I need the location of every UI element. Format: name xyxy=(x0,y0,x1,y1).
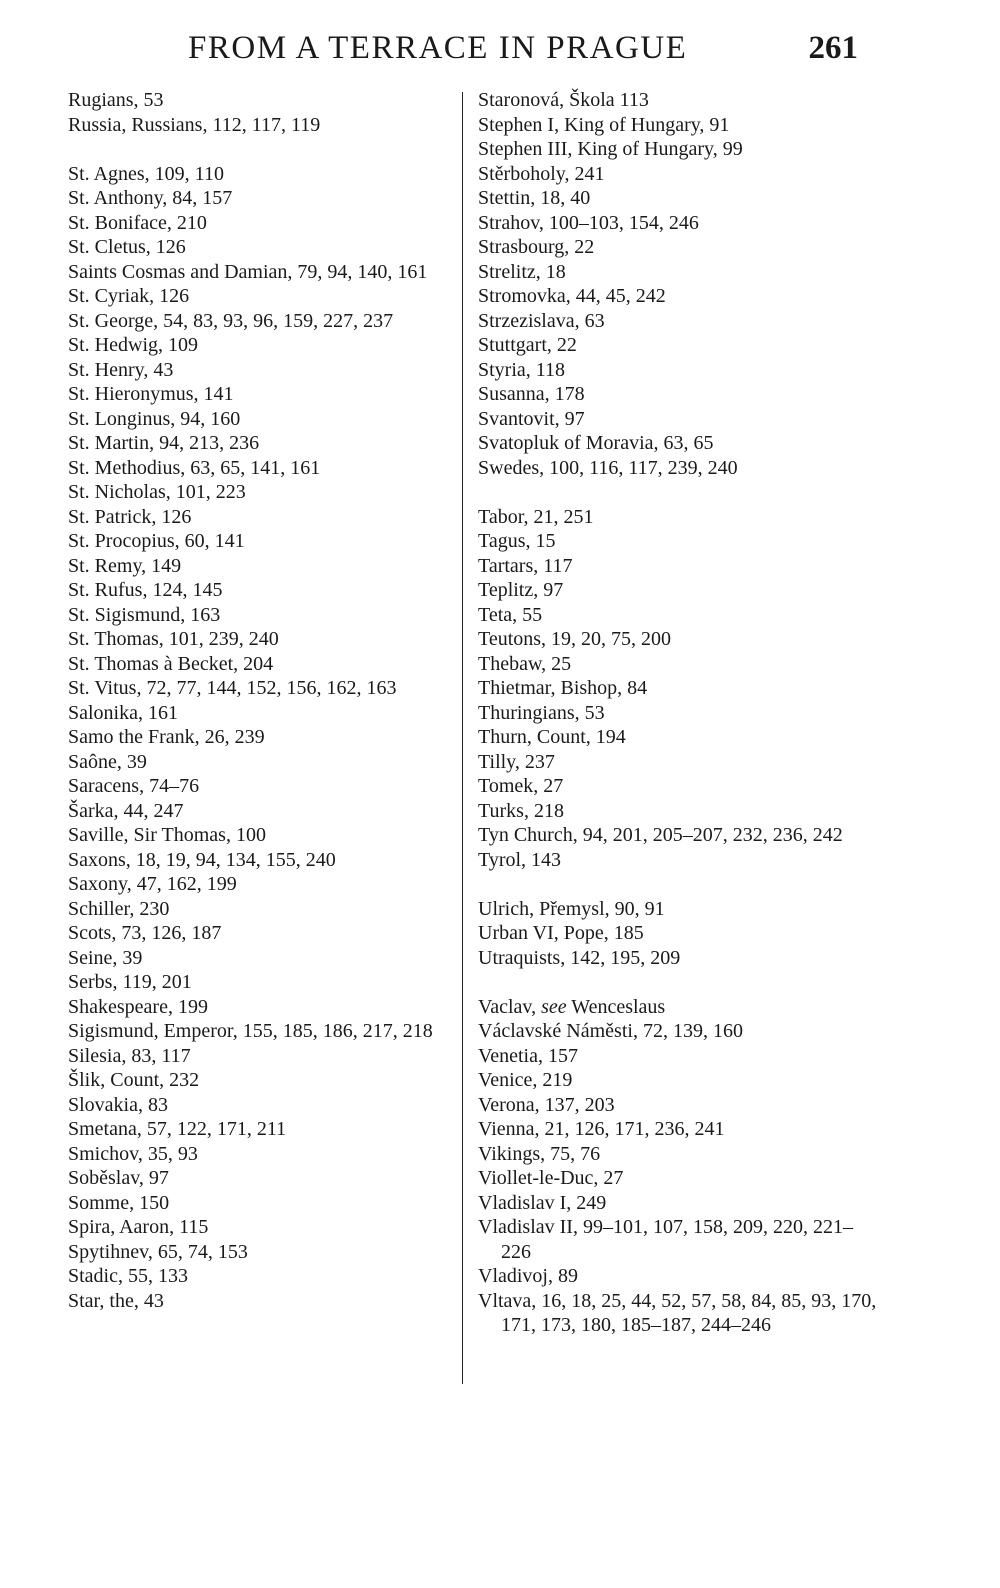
index-entry: St. Boniface, 210 xyxy=(68,211,207,234)
index-entry: Star, the, 43 xyxy=(68,1289,164,1312)
page-number: 261 xyxy=(808,30,858,66)
index-entry: Seine, 39 xyxy=(68,946,143,969)
index-entry: St. Vitus, 72, 77, 144, 152, 156, 162, 163 xyxy=(68,677,397,699)
index-entry: Strzezislava, 63 xyxy=(478,309,605,332)
index-entry: St. Henry, 43 xyxy=(68,358,174,381)
index-entry: Stěrboholy, 241 xyxy=(478,162,605,185)
index-entry: Sigismund, Emperor, 155, 185, 186, 217, 218 xyxy=(68,1020,433,1042)
index-entry: St. Sigismund, 163 xyxy=(68,603,221,626)
index-entry-text: Vaclav, xyxy=(478,995,542,1018)
index-entry: Teta, 55 xyxy=(478,603,543,626)
index-entry: Saracens, 74–76 xyxy=(68,775,200,797)
index-entry: St. Cletus, 126 xyxy=(68,236,186,258)
index-entry: Viollet-le-Duc, 27 xyxy=(478,1167,624,1189)
index-entry: St. Methodius, 63, 65, 141, 161 xyxy=(68,456,321,479)
index-entry: Svantovit, 97 xyxy=(478,407,585,430)
index-entry: Šlik, Count, 232 xyxy=(68,1069,200,1091)
index-entry: Samo the Frank, 26, 239 xyxy=(68,726,265,748)
index-entry: St. Remy, 149 xyxy=(68,554,182,577)
index-entry: St. Patrick, 126 xyxy=(68,505,192,528)
index-entry: Silesia, 83, 117 xyxy=(68,1044,191,1067)
index-entry: Utraquists, 142, 195, 209 xyxy=(478,946,681,969)
index-entry: Vikings, 75, 76 xyxy=(478,1142,601,1165)
index-entry: Tartars, 117 xyxy=(478,554,573,577)
index-entry: Svatopluk of Moravia, 63, 65 xyxy=(478,432,714,454)
index-entry: St. Anthony, 84, 157 xyxy=(68,187,233,209)
index-entry xyxy=(478,995,878,1020)
index-column-left xyxy=(68,88,453,1313)
index-entry: Tilly, 237 xyxy=(478,750,555,773)
index-entry: Stephen III, King of Hungary, 99 xyxy=(478,138,743,160)
index-entry: St. Rufus, 124, 145 xyxy=(68,579,223,601)
section-gap xyxy=(478,970,878,995)
index-entry: Venice, 219 xyxy=(478,1069,573,1091)
index-entry: Thuringians, 53 xyxy=(478,701,605,724)
index-entry: Šarka, 44, 247 xyxy=(68,799,184,822)
index-entry: Vltava, 16, 18, 25, 44, 52, 57, 58, 84, 85, 93, 170, 171, 173, 180, 185–187, 244–246 xyxy=(478,1289,877,1336)
index-entry-see: see xyxy=(541,995,567,1018)
index-entry: Saxony, 47, 162, 199 xyxy=(68,873,237,895)
index-entry: Tagus, 15 xyxy=(478,530,556,552)
index-entry: St. Thomas, 101, 239, 240 xyxy=(68,628,279,650)
index-entry: St. Cyriak, 126 xyxy=(68,285,190,307)
index-entry: Schiller, 230 xyxy=(68,897,170,920)
index-entry: Rugians, 53 xyxy=(68,89,164,111)
index-entry: Saville, Sir Thomas, 100 xyxy=(68,824,266,846)
index-entry: Strahov, 100–103, 154, 246 xyxy=(478,211,699,234)
index-entry: Vladislav I, 249 xyxy=(478,1191,607,1214)
index-entry: Stettin, 18, 40 xyxy=(478,187,591,209)
index-entry: Tyn Church, 94, 201, 205–207, 232, 236, 242 xyxy=(478,824,843,846)
index-entry: Serbs, 119, 201 xyxy=(68,971,192,993)
index-entry: Thietmar, Bishop, 84 xyxy=(478,677,648,699)
index-entry: Stephen I, King of Hungary, 91 xyxy=(478,113,730,136)
index-entry: Smichov, 35, 93 xyxy=(68,1142,198,1165)
index-entry: Verona, 137, 203 xyxy=(478,1093,615,1116)
index-entry-rest: Wenceslaus xyxy=(566,995,666,1018)
index-entry: Tomek, 27 xyxy=(478,775,564,797)
index-entry: Styria, 118 xyxy=(478,358,566,381)
index-entry: Swedes, 100, 116, 117, 239, 240 xyxy=(478,456,738,479)
index-entry: Scots, 73, 126, 187 xyxy=(68,922,222,944)
index-entry: Vladislav II, 99–101, 107, 158, 209, 220, 221–226 xyxy=(478,1216,853,1263)
index-entry: Saints Cosmas and Damian, 79, 94, 140, 161 xyxy=(68,260,428,283)
index-entry: Ulrich, Přemysl, 90, 91 xyxy=(478,897,665,920)
section-gap xyxy=(478,480,878,505)
index-entry: Thebaw, 25 xyxy=(478,652,572,675)
index-entry: Teplitz, 97 xyxy=(478,579,564,601)
index-entry: Thurn, Count, 194 xyxy=(478,726,626,748)
index-entry: Tabor, 21, 251 xyxy=(478,505,594,528)
index-entry: Strelitz, 18 xyxy=(478,260,566,283)
index-entry: Tyrol, 143 xyxy=(478,848,562,871)
section-gap xyxy=(68,137,453,162)
index-entry: Spira, Aaron, 115 xyxy=(68,1216,209,1238)
index-entry: St. Thomas à Becket, 204 xyxy=(68,652,274,675)
index-entry: Vienna, 21, 126, 171, 236, 241 xyxy=(478,1118,725,1140)
index-entry: St. Martin, 94, 213, 236 xyxy=(68,432,260,454)
index-entry: Soběslav, 97 xyxy=(68,1167,169,1189)
index-entry: Václavské Náměsti, 72, 139, 160 xyxy=(478,1020,743,1042)
index-entry: St. Nicholas, 101, 223 xyxy=(68,481,246,503)
index-entry: St. Hieronymus, 141 xyxy=(68,383,234,405)
index-entry: Stadic, 55, 133 xyxy=(68,1265,188,1287)
index-entry: Shakespeare, 199 xyxy=(68,995,208,1018)
page-header xyxy=(188,28,858,72)
column-divider xyxy=(462,92,463,1384)
index-entry: Smetana, 57, 122, 171, 211 xyxy=(68,1118,287,1140)
section-gap xyxy=(478,872,878,897)
index-entry: Teutons, 19, 20, 75, 200 xyxy=(478,628,672,650)
index-entry: Slovakia, 83 xyxy=(68,1093,168,1116)
index-column-right xyxy=(478,88,878,1338)
index-entry: Stromovka, 44, 45, 242 xyxy=(478,285,666,307)
index-entry: Strasbourg, 22 xyxy=(478,236,595,258)
index-entry: Stuttgart, 22 xyxy=(478,334,577,356)
index-entry: St. Hedwig, 109 xyxy=(68,334,198,356)
running-title: FROM A TERRACE IN PRAGUE xyxy=(188,30,688,66)
index-entry: Venetia, 157 xyxy=(478,1044,578,1067)
index-entry: St. Agnes, 109, 110 xyxy=(68,162,224,185)
index-entry: Saxons, 18, 19, 94, 134, 155, 240 xyxy=(68,848,336,871)
index-entry: Susanna, 178 xyxy=(478,383,585,405)
index-entry: Vladivoj, 89 xyxy=(478,1265,578,1287)
index-entry: Somme, 150 xyxy=(68,1191,170,1214)
index-entry: Russia, Russians, 112, 117, 119 xyxy=(68,113,321,136)
index-entry: Urban VI, Pope, 185 xyxy=(478,922,644,944)
index-entry: Saône, 39 xyxy=(68,750,147,773)
index-entry: St. Procopius, 60, 141 xyxy=(68,530,245,552)
index-entry: St. Longinus, 94, 160 xyxy=(68,407,241,430)
index-entry: Staronová, Škola 113 xyxy=(478,89,649,111)
index-entry: Turks, 218 xyxy=(478,799,564,822)
index-entry: Spytihnev, 65, 74, 153 xyxy=(68,1240,248,1263)
index-entry: St. George, 54, 83, 93, 96, 159, 227, 237 xyxy=(68,309,394,332)
index-entry: Salonika, 161 xyxy=(68,701,178,724)
